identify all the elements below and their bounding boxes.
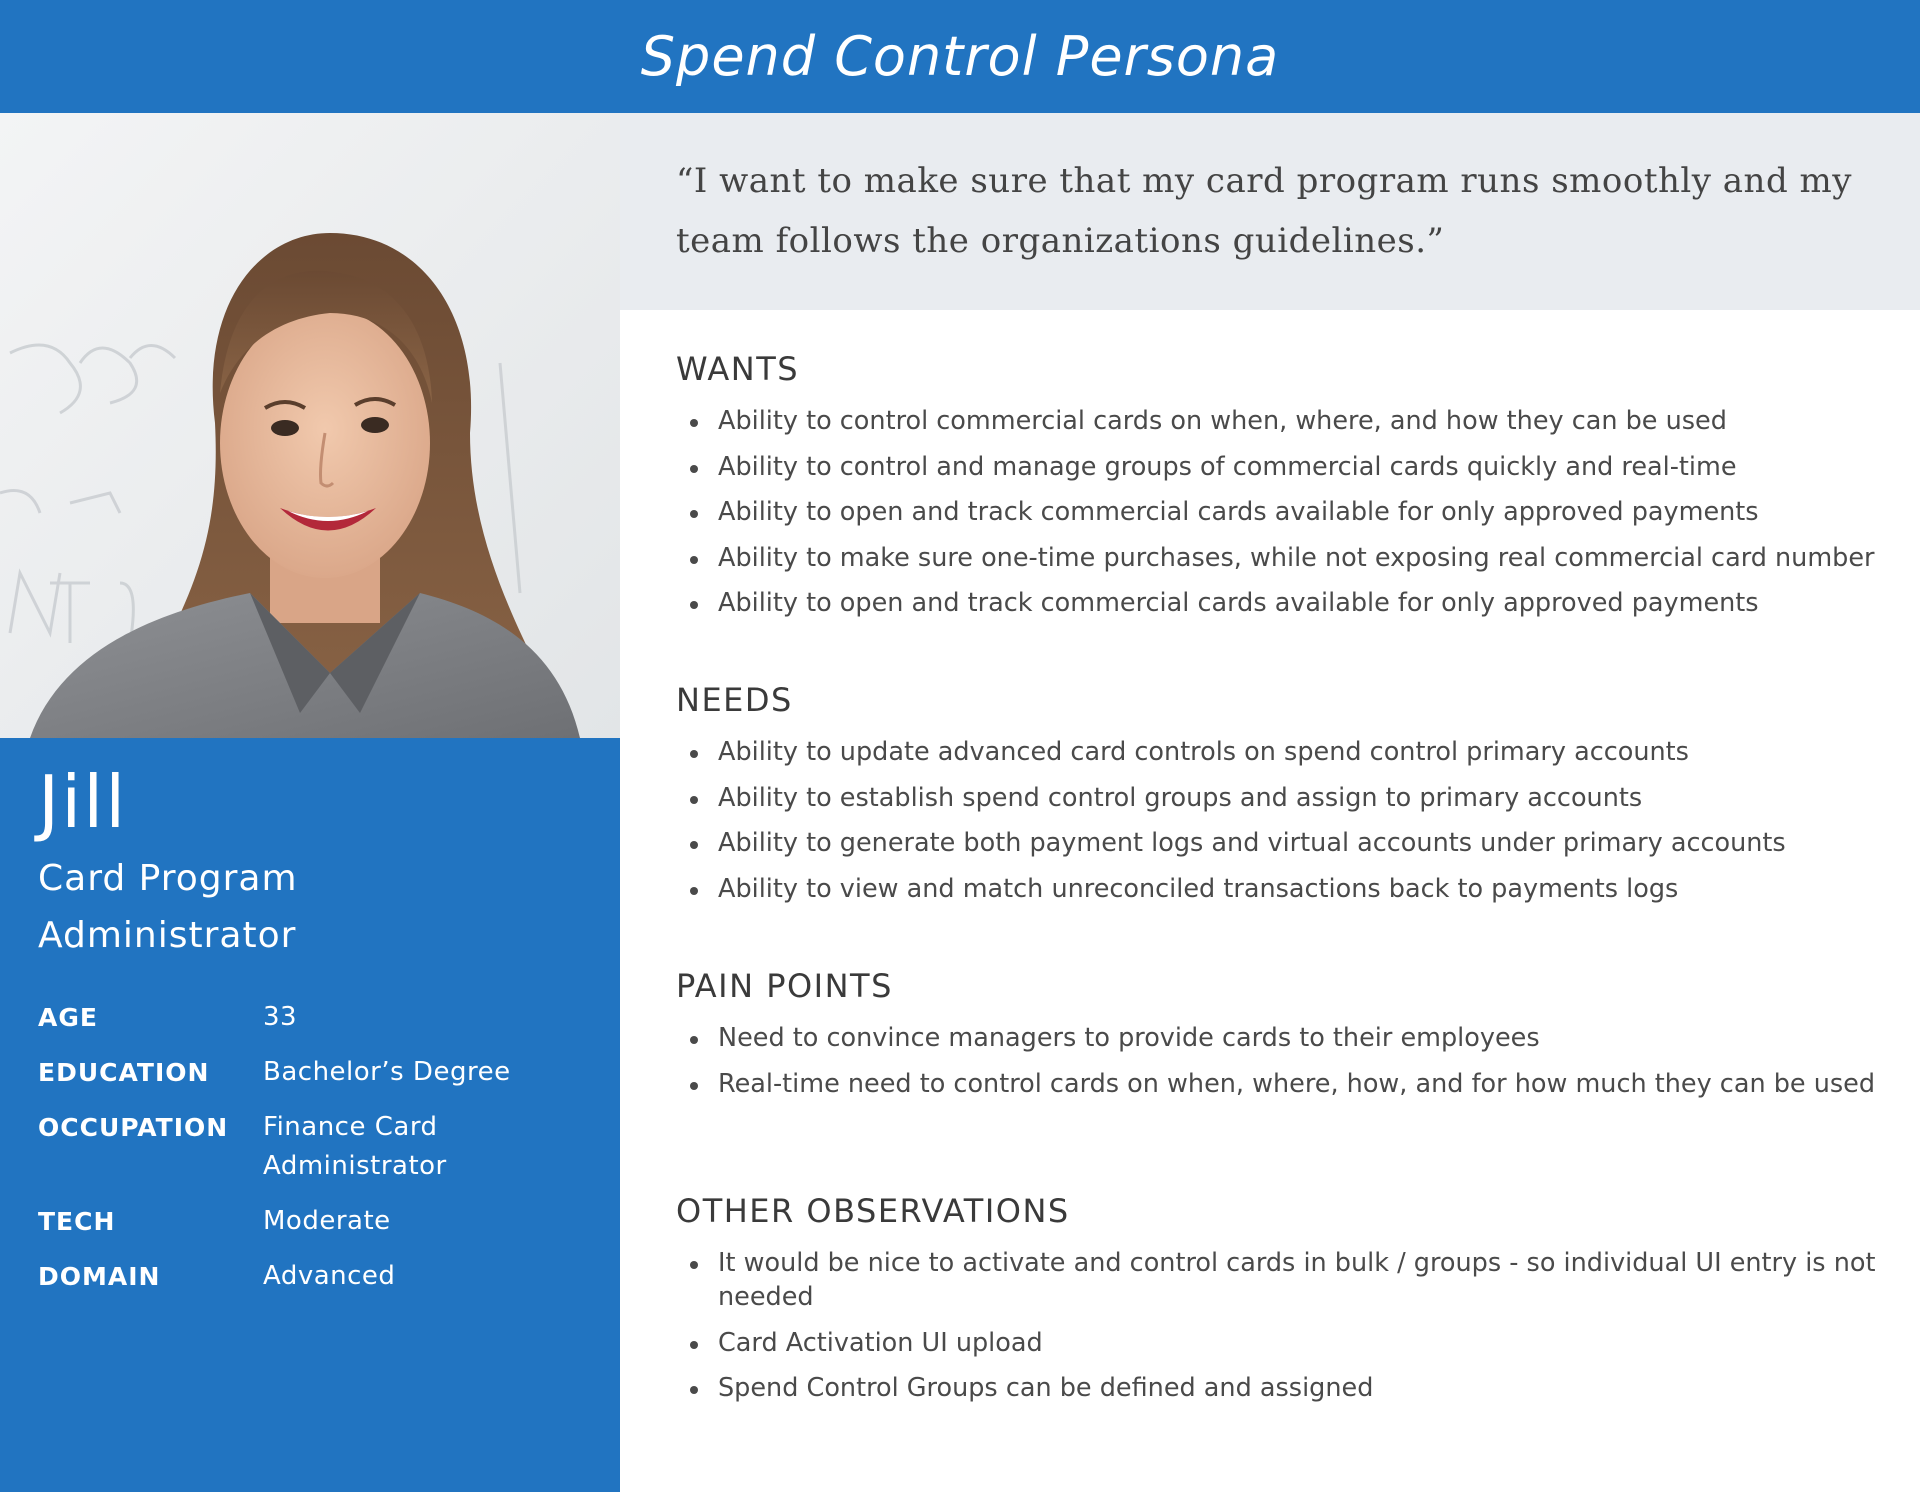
list-item: It would be nice to activate and control cards in bulk / groups - so individual UI entry is not needed — [676, 1246, 1876, 1314]
persona-role: Card Program Administrator — [38, 858, 298, 956]
list-item: Ability to view and match unreconciled transactions back to payments logs — [676, 872, 1786, 906]
fact-value: Finance Card Administrator — [263, 1112, 447, 1181]
persona-facts — [38, 998, 598, 1312]
other-observations-list — [676, 1246, 1876, 1405]
title-bar — [0, 0, 1920, 113]
needs-list — [676, 735, 1786, 906]
persona-profile-panel — [0, 738, 620, 1492]
list-item: Ability to open and track commercial cards available for only approved payments — [676, 495, 1875, 529]
persona-photo-icon — [0, 113, 620, 738]
list-item: Real-time need to control cards on when, where, how, and for how much they can be used — [676, 1067, 1875, 1101]
fact-label: DOMAIN — [38, 1262, 161, 1291]
list-item: Ability to make sure one-time purchases, while not exposing real commercial card number — [676, 541, 1875, 575]
persona-photo — [0, 113, 620, 738]
fact-value: Moderate — [263, 1206, 391, 1236]
pain-points-section — [676, 967, 1875, 1112]
fact-label: OCCUPATION — [38, 1113, 229, 1142]
fact-row-education — [38, 1053, 598, 1092]
wants-list — [676, 404, 1875, 620]
fact-row-age — [38, 998, 598, 1037]
page-title: Spend Control Persona — [640, 25, 1280, 88]
needs-section — [676, 681, 1786, 917]
persona-quote: “I want to make sure that my card program runs smoothly and my team follows the organizations guidelines.” — [676, 161, 1852, 261]
pain-points-list — [676, 1021, 1875, 1101]
list-item: Ability to control commercial cards on when, where, and how they can be used — [676, 404, 1875, 438]
quote-box — [620, 113, 1920, 310]
fact-value: Bachelor’s Degree — [263, 1057, 511, 1087]
list-item: Spend Control Groups can be defined and assigned — [676, 1371, 1876, 1405]
fact-row-domain — [38, 1257, 598, 1296]
other-observations-section — [676, 1192, 1876, 1417]
fact-row-tech — [38, 1202, 598, 1241]
list-item: Ability to update advanced card controls on spend control primary accounts — [676, 735, 1786, 769]
fact-label: TECH — [38, 1207, 116, 1236]
fact-value: Advanced — [263, 1261, 396, 1291]
list-item: Need to convince managers to provide cards to their employees — [676, 1021, 1875, 1055]
fact-value: 33 — [263, 1002, 298, 1032]
fact-label: EDUCATION — [38, 1058, 210, 1087]
list-item: Card Activation UI upload — [676, 1326, 1876, 1360]
wants-section — [676, 350, 1875, 632]
section-title: PAIN POINTS — [676, 967, 893, 1005]
list-item: Ability to generate both payment logs and virtual accounts under primary accounts — [676, 826, 1786, 860]
persona-name: Jill — [38, 760, 128, 844]
section-title: NEEDS — [676, 681, 793, 719]
list-item: Ability to control and manage groups of commercial cards quickly and real-time — [676, 450, 1875, 484]
section-title: OTHER OBSERVATIONS — [676, 1192, 1070, 1230]
section-title: WANTS — [676, 350, 800, 388]
fact-label: AGE — [38, 1003, 98, 1032]
list-item: Ability to establish spend control groups and assign to primary accounts — [676, 781, 1786, 815]
fact-row-occupation — [38, 1108, 598, 1186]
list-item: Ability to open and track commercial cards available for only approved payments — [676, 586, 1875, 620]
